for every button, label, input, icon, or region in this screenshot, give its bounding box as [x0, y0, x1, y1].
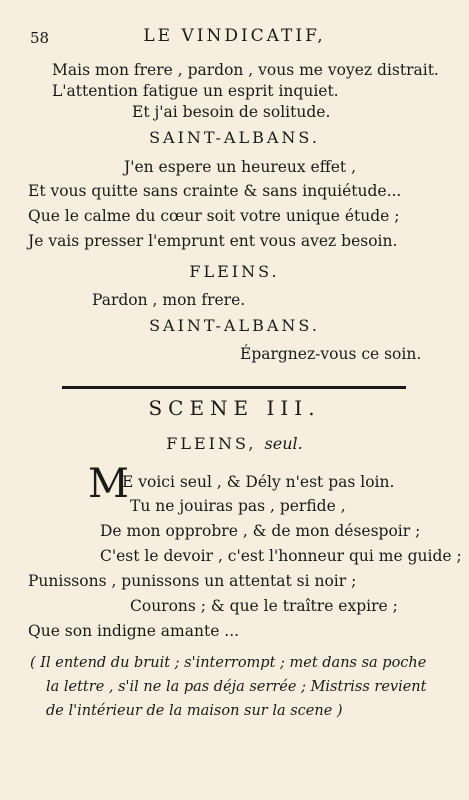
stage-direction: ( Il entend du bruit ; s'interrompt ; met dans sa poche: [30, 655, 427, 671]
verse-line: De mon opprobre , & de mon désespoir ;: [100, 522, 421, 540]
verse-line: J'en espere un heureux effet ,: [124, 158, 356, 176]
verse-line: Que le calme du cœur soit votre unique étude ;: [28, 207, 400, 225]
verse-line: Et j'ai besoin de solitude.: [132, 103, 331, 121]
scene-speaker: [0, 434, 469, 454]
stage-direction: la lettre , s'il ne la pas déja serrée ; Mistriss revient: [46, 679, 427, 695]
section-divider: [62, 386, 406, 389]
page-number: 58: [30, 29, 50, 47]
speaker-note: seul.: [264, 434, 303, 453]
speaker-name: FLEINS,: [166, 434, 257, 453]
verse-line: Épargnez-vous ce soin.: [240, 345, 422, 363]
verse-line: Je vais presser l'emprunt ent vous avez besoin.: [28, 232, 398, 250]
drop-cap: M: [88, 461, 129, 507]
verse-line: Punissons , punissons un attentat si noir ;: [28, 572, 357, 590]
speaker-name: SAINT-ALBANS.: [149, 316, 320, 335]
verse-line: Courons ; & que le traître expire ;: [130, 597, 398, 615]
speaker-name: SAINT-ALBANS.: [149, 128, 320, 147]
verse-line: C'est le devoir , c'est l'honneur qui me guide ;: [100, 547, 462, 565]
verse-line: Et vous quitte sans crainte & sans inquiétude...: [28, 182, 402, 200]
verse-line: Pardon , mon frere.: [92, 291, 246, 309]
running-title: LE VINDICATIF,: [143, 26, 326, 46]
verse-line: L'attention fatigue un esprit inquiet.: [52, 82, 339, 100]
verse-line: Mais mon frere , pardon , vous me voyez distrait.: [52, 61, 439, 79]
speaker-name: FLEINS.: [189, 262, 280, 281]
stage-direction: de l'intérieur de la maison sur la scene ): [46, 703, 343, 719]
verse-line: Tu ne jouiras pas , perfide ,: [130, 497, 346, 515]
scene-heading: SCENE III.: [148, 396, 321, 420]
verse-line: E voici seul , & Dély n'est pas loin.: [122, 473, 395, 491]
verse-line: Que son indigne amante ...: [28, 622, 240, 640]
